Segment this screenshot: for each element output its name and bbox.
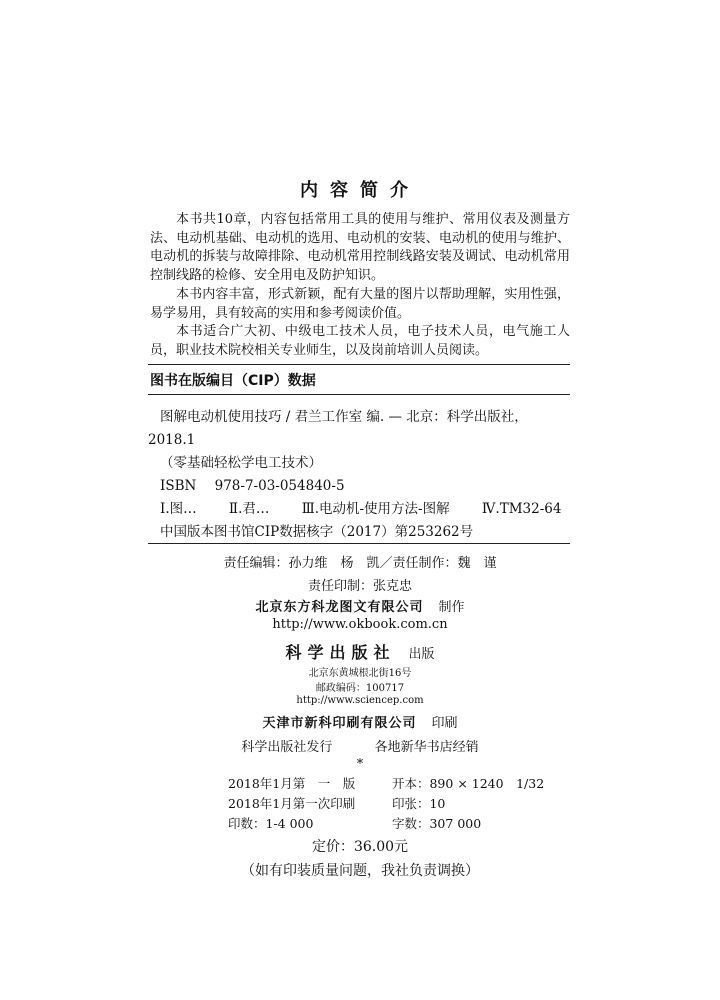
divider-bottom — [148, 543, 570, 544]
spec-row-3 — [228, 814, 544, 834]
publisher-name: 科学出版社 — [285, 643, 396, 662]
distribution-line — [0, 736, 720, 755]
cip-date-line: 2018.1 — [148, 432, 196, 448]
quality-notice: （如有印装质量问题，我社负责调换） — [241, 863, 479, 879]
sheets: 印张：10 — [391, 796, 446, 811]
separator-star: * — [356, 757, 364, 772]
intro-text — [150, 211, 570, 361]
cip-data — [148, 406, 570, 544]
cip-title-line: 图解电动机使用技巧 / 君兰工作室 编. — 北京：科学出版社， — [160, 409, 528, 425]
class-1: Ⅰ.图… — [160, 501, 197, 517]
printer-role: 印刷 — [431, 716, 458, 731]
publisher-address: 北京东黄城根北街16号 — [308, 668, 412, 679]
cip-heading: 图书在版编目（CIP）数据 — [150, 373, 316, 389]
cip-isbn-line — [160, 475, 570, 498]
publisher-postcode: 邮政编码：100717 — [315, 683, 405, 694]
isbn-label: ISBN — [160, 478, 197, 494]
isbn-number: 978-7-03-054840-5 — [214, 478, 345, 494]
section-title: 内容简介 — [300, 180, 420, 201]
format: 开本：890 × 1240 1/32 — [391, 776, 545, 791]
print-run: 2018年1月第一次印刷 — [228, 796, 356, 811]
printer-name: 天津市新科印刷有限公司 — [262, 716, 417, 731]
cip-series: （零基础轻松学电工技术） — [160, 455, 322, 471]
publisher-role: 出版 — [408, 647, 435, 662]
class-3: Ⅲ.电动机-使用方法-图解 — [301, 501, 450, 517]
producer-role: 制作 — [438, 600, 465, 615]
cip-number: 中国版本图书馆CIP数据核字（2017）第253262号 — [160, 524, 474, 540]
editors-line: 责任编辑：孙力维 杨 凯／责任制作：魏 谨 — [223, 556, 497, 571]
divider-cip — [148, 394, 570, 395]
distributor: 科学出版社发行 — [241, 740, 333, 755]
producer-url: http://www.okbook.com.cn — [272, 617, 448, 632]
price: 定价：36.00元 — [311, 839, 409, 855]
publisher-url: http://www.sciencep.com — [296, 695, 424, 706]
producer-line — [0, 596, 720, 615]
intro-paragraph-2: 本书内容丰富，形式新颖，配有大量的图片以帮助理解，实用性强，易学易用，具有较高的实用和参考阅读价值。 — [150, 286, 570, 321]
intro-paragraph-3: 本书适合广大初、中级电工技术人员，电子技术人员，电气施工人员，职业技术院校相关专业师生，以及岗前培训人员阅读。 — [150, 324, 570, 358]
divider-top — [148, 364, 570, 365]
printer-line — [0, 712, 720, 731]
spec-row-2 — [228, 794, 544, 814]
cip-classification — [160, 498, 570, 521]
copies: 印数：1-4 000 — [228, 816, 314, 831]
publication-specs — [228, 774, 544, 834]
publisher-line — [0, 640, 720, 663]
class-2: Ⅱ.君… — [228, 501, 270, 517]
retailer: 各地新华书店经销 — [374, 740, 479, 755]
edition: 2018年1月第 一 版 — [228, 776, 356, 791]
word-count: 字数：307 000 — [391, 816, 482, 831]
intro-paragraph-1: 本书共10章，内容包括常用工具的使用与维护、常用仪表及测量方法、电动机基础、电动机的选用、电动机的安装、电动机的使用与维护、电动机的拆装与故障排除、电动机常用控制线路安装及调试、电动机常用控制线路的检修、安全用电及防护知识。 — [150, 212, 570, 284]
printing-supervisor: 责任印制：张克忠 — [307, 579, 412, 594]
producer-name: 北京东方科龙图文有限公司 — [255, 600, 424, 615]
class-4: Ⅳ.TM32-64 — [481, 501, 562, 517]
spec-row-1 — [228, 774, 544, 794]
